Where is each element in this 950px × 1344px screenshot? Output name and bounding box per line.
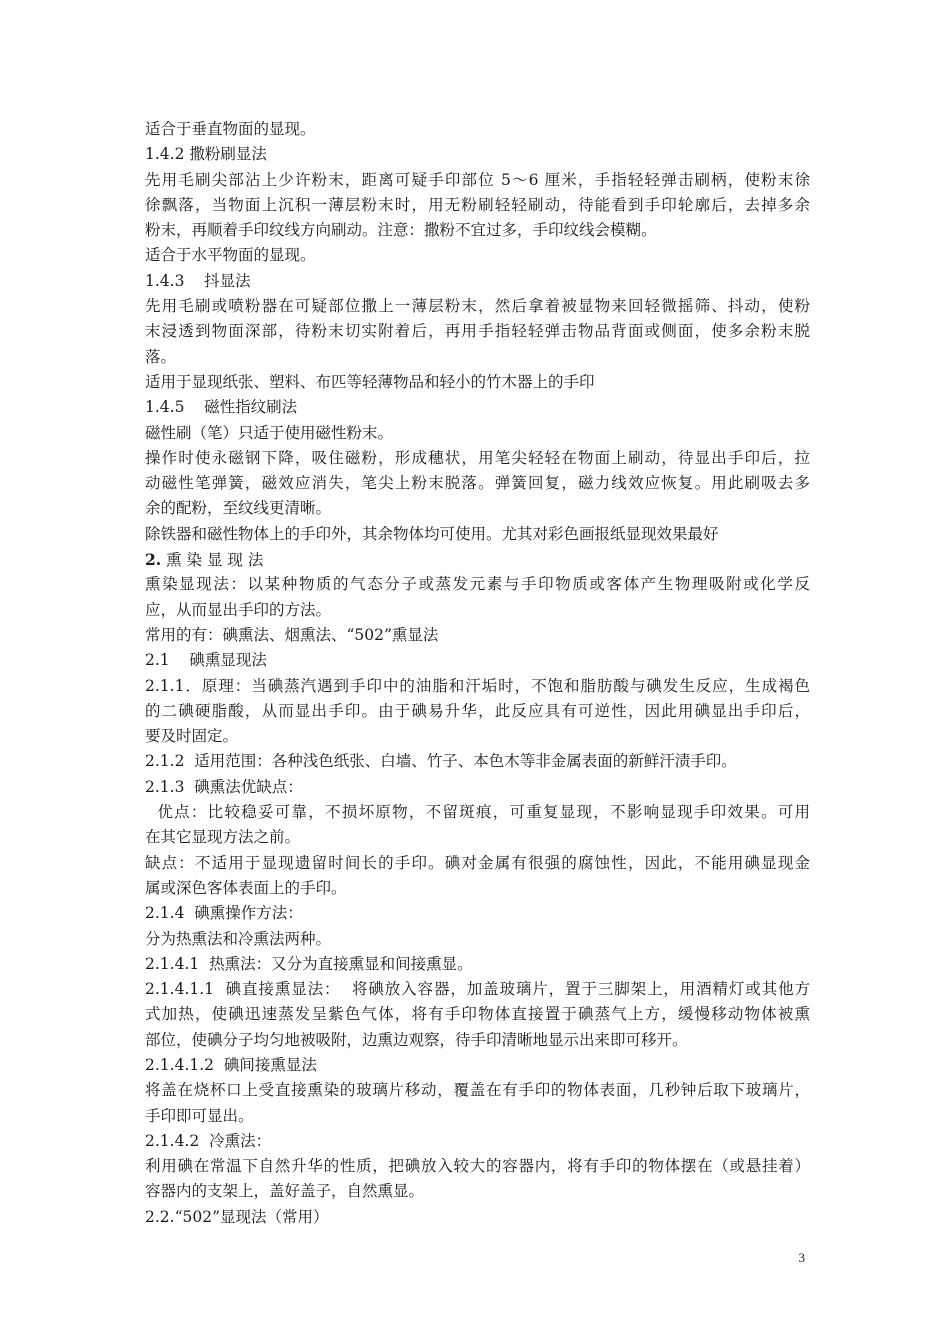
- text-line: 熏染显现法：以某种物质的气态分子或蒸发元素与手印物质或客体产生物理吸附或化学反: [145, 575, 810, 594]
- section-heading: 1.4.2 撒粉刷显法: [145, 145, 267, 164]
- text-line: 式加热，使碘迅速蒸发呈紫色气体，将有手印物体直接置于碘蒸气上方，缓慢移动物体被熏: [145, 1005, 810, 1024]
- text-line: 先用毛刷或喷粉器在可疑部位撒上一薄层粉末，然后拿着被显物来回轻微摇筛、抖动，使粉: [145, 297, 810, 316]
- text-line: 部位，使碘分子均匀地被吸附，边熏边观察，待手印清晰地显示出来即可移开。: [145, 1030, 688, 1049]
- section-heading: 2.1.4.1.2 碘间接熏显法: [145, 1055, 317, 1074]
- text-line: 适合于垂直物面的显现。: [145, 120, 316, 138]
- text-line: 手印即可显出。: [145, 1106, 254, 1125]
- text-line: 容器内的支架上，盖好盖子，自然熏显。: [145, 1182, 425, 1201]
- text-line: 缺点：不适用于显现遗留时间长的手印。碘对金属有很强的腐蚀性，因此，不能用碘显现金: [145, 853, 810, 872]
- text-line: 常用的有：碘熏法、烟熏法、“502”熏显法: [145, 625, 439, 644]
- text-line: 磁性刷（笔）只适于使用磁性粉末。: [145, 423, 394, 442]
- text-line: 适用于显现纸张、塑料、布匹等轻薄物品和轻小的竹木器上的手印: [145, 372, 595, 391]
- text-line: 的二碘硬脂酸，从而显出手印。由于碘易升华，此反应具有可逆性，因此用碘显出手印后，: [145, 701, 810, 720]
- text-line: 除铁器和磁性物体上的手印外，其余物体均可使用。尤其对彩色画报纸显现效果最好: [145, 524, 719, 543]
- text-line: 属或深色客体表面上的手印。: [145, 878, 347, 897]
- chapter-heading: [145, 547, 810, 572]
- text-line: 粉末，再顺着手印纹线方向刷动。注意：撒粉不宜过多，手印纹线会模糊。: [145, 221, 657, 240]
- text-line: 余的配粉，至纹线更清晰。: [145, 499, 332, 518]
- text-line: 应，从而显出手印的方法。: [145, 600, 332, 619]
- chapter-title: 熏 染 显 现 法: [166, 551, 264, 570]
- text-line: 2.1.1．原理：当碘蒸汽遇到手印中的油脂和汗垢时，不饱和脂肪酸与碘发生反应，生成褐色: [145, 676, 810, 695]
- text-line: 将盖在烧杯口上受直接熏染的玻璃片移动，覆盖在有手印的物体表面，几秒钟后取下玻璃片，: [145, 1081, 810, 1100]
- text-line: 动磁性笔弹簧，磁效应消失，笔尖上粉末脱落。弹簧回复，磁力线效应恢复。用此刷吸去多: [145, 474, 810, 493]
- section-heading: 2.1.4.1 热熏法：又分为直接熏显和间接熏显。: [145, 954, 473, 973]
- section-heading: 2.1.3 碘熏法优缺点：: [145, 777, 303, 796]
- section-heading: 1.4.3 抖显法: [145, 271, 251, 290]
- section-heading: 2.1.4.2 冷熏法：: [145, 1131, 272, 1150]
- section-heading: 2.2.“502”显现法（常用）: [145, 1207, 329, 1226]
- text-line: 适合于水平物面的显现。: [145, 246, 316, 265]
- text-line: 徐飘落，当物面上沉积一薄层粉末时，用无粉刷轻轻刷动，待能看到手印轮廓后，去掉多余: [145, 195, 810, 214]
- text-line: 操作时使永磁钢下降，吸住磁粉，形成穗状，用笔尖轻轻在物面上刷动，待显出手印后，拉: [145, 448, 810, 467]
- chapter-number: 2.: [145, 550, 162, 570]
- text-line: 落。: [145, 347, 177, 366]
- text-line: 要及时固定。: [145, 727, 239, 746]
- text-line: 分为热熏法和冷熏法两种。: [145, 929, 332, 948]
- text-line: 先用毛刷尖部沾上少许粉末，距离可疑手印部位 5～6 厘米，手指轻轻弹击刷柄，使粉末徐: [145, 170, 810, 189]
- page-number: 3: [798, 1250, 805, 1265]
- text-line: 在其它显现方法之前。: [145, 828, 301, 847]
- text-line: 利用碘在常温下自然升华的性质，把碘放入较大的容器内，将有手印的物体摆在（或悬挂着）: [145, 1157, 810, 1176]
- text-line: 2.1.4.1.1 碘直接熏显法： 将碘放入容器，加盖玻璃片，置于三脚架上，用酒精灯或其他方: [145, 980, 810, 999]
- section-heading: 2.1.4 碘熏操作方法：: [145, 904, 303, 923]
- text-line: 末浸透到物面深部，待粉末切实附着后，再用手指轻轻弹击物品背面或侧面，使多余粉末脱: [145, 322, 810, 341]
- text-line: 2.1.2 适用范围：各种浅色纸张、白墙、竹子、本色木等非金属表面的新鲜汗渍手印。: [145, 752, 737, 771]
- section-heading: 2.1 碘熏显现法: [145, 651, 267, 670]
- section-heading: 1.4.5 磁性指纹刷法: [145, 398, 298, 417]
- text-line: 优点：比较稳妥可靠，不损坏原物，不留斑痕，可重复显现，不影响显现手印效果。可用: [145, 803, 810, 822]
- document-body: [145, 117, 810, 1230]
